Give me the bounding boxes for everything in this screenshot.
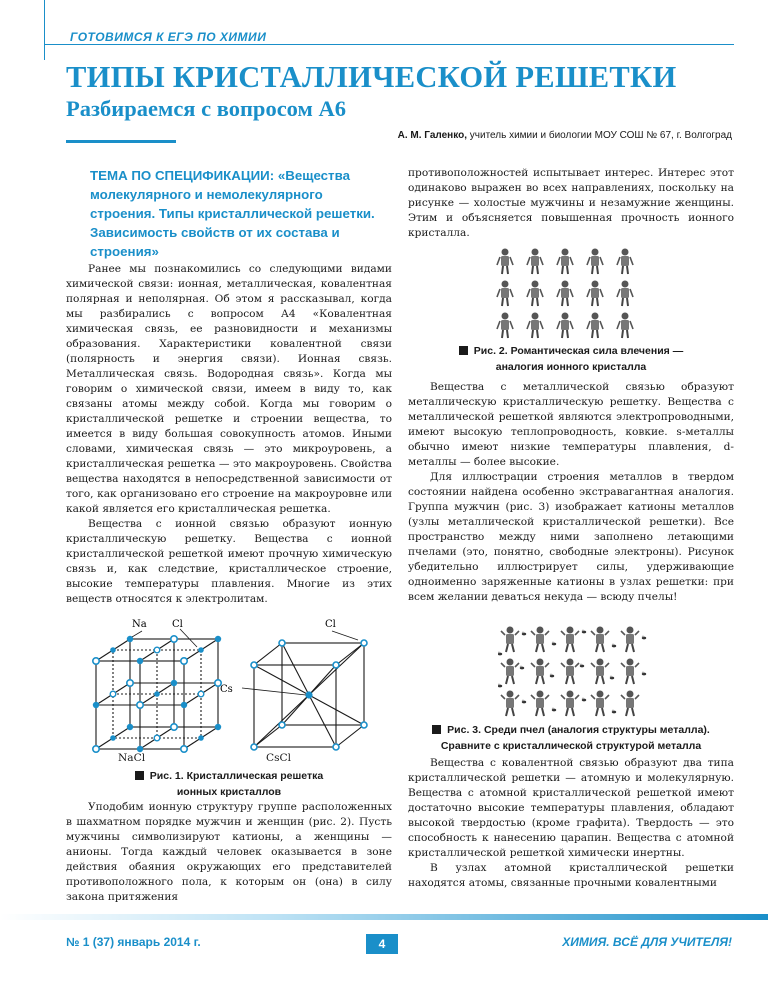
people-row bbox=[497, 313, 633, 339]
nacl-atoms bbox=[93, 636, 221, 752]
article-subtitle: Разбираемся с вопросом А6 bbox=[66, 96, 346, 121]
figure-3-caption bbox=[408, 722, 734, 754]
title-underline bbox=[66, 140, 176, 143]
label-na: Na bbox=[132, 619, 147, 630]
page-number: 4 bbox=[366, 934, 398, 954]
label-cl-right: Cl bbox=[325, 619, 336, 630]
right-column-text-2 bbox=[408, 380, 734, 605]
topic-heading: ТЕМА ПО СПЕЦИФИКАЦИИ: «Вещества молекулярного и немолекулярного строения. Типы кристаллической решетки. Зависимость свойств от их состава и строения» bbox=[90, 168, 375, 259]
paragraph: Вещества с ионной связью образуют ионную кристаллическую решетку. Вещества с ионной кристаллической решеткой имеют прочную химическую связь и, как следствие, кристаллическое строение, высокие температуры плавления. Многие из этих веществ относятся к электролитам. bbox=[66, 518, 392, 605]
paragraph: Ранее мы познакомились со следующими видами химической связи: ионная, металлическая, ковалентная полярная и неполярная. Об этом я рассказывал, когда мы разбирались с вопросом А4 «Ковалентная химическая связь, ее разновидности и механизмы образования. Характеристики ковалентной связи (полярность и энергия связи). Ионная связь. Металлическая связь. Водородная связь». Когда мы говорим о химической связи, имеем в виду то, как связаны атомы между собой. Когда мы говорим о кристаллической решетке и строении вещества, то имеется в виду большая совокупность атомов. Иными словами, химическая связь — это микроуровень, а кристаллическая решетка — это макроуровень. Свойства вещества находятся в непосредственной зависимости от того, как организовано его строение на макроуровне или какой является его кристаллическая решетка. bbox=[66, 263, 392, 515]
author-line bbox=[398, 130, 732, 141]
caption-bullet-icon bbox=[135, 771, 144, 780]
footer-magazine: ХИМИЯ. ВСЁ ДЛЯ УЧИТЕЛЯ! bbox=[562, 935, 732, 949]
paragraph: Для иллюстрации строения металлов в твердом состоянии найдена особенно экстравагантная аналогия. Группа мужчин (рис. 3) изображает катионы металлов (узлы металлической кристаллической решетки). Все пространство между ними заполнено летающими пчелами (это, понятно, свободные электроны). Рисунок убедительно иллюстрирует силы, удерживающие одноименно заряженные катионы в узлах решетки: при всем желании деваться некуда — всюду пчелы! bbox=[408, 471, 734, 603]
paragraph: Вещества с ковалентной связью образуют два типа кристаллической решетки — атомную и молекулярную. Вещества с атомной кристаллической решеткой имеют достаточно высокие температуры плавления, обладают высокой твердостью (кроме графита). Твердость — это способность к нанесению царапин. Вещества с атомной кристаллической решеткой химически инертны. bbox=[408, 757, 734, 859]
caption-line: Сравните с кристаллической структурой металла bbox=[440, 740, 702, 752]
men-rows bbox=[501, 627, 639, 717]
paragraph: В узлах атомной кристаллической решетки находятся атомы, связанные прочными ковалентными bbox=[408, 862, 734, 889]
header-rule bbox=[44, 44, 734, 45]
people-row bbox=[497, 281, 633, 307]
cscl-pointer-lines bbox=[242, 631, 358, 695]
figure-1-caption bbox=[66, 768, 392, 800]
right-column-text-3 bbox=[408, 756, 734, 891]
paragraph: Уподобим ионную структуру группе расположенных в шахматном порядке мужчин и женщин (рис. 2). Пусть мужчины символизируют катионы, а женщины — анионы. Тогда каждый человек оказывается в зоне действия обаяния окружающих его представителей противоположного пола, к которым он (она) в силу закона притяжения bbox=[66, 801, 392, 903]
caption-bullet-icon bbox=[459, 346, 468, 355]
left-column-text bbox=[66, 262, 392, 607]
label-cl-left: Cl bbox=[172, 619, 183, 630]
paragraph: противоположностей испытывает интерес. Интерес этот одинаково выражен во всех направлениях, поскольку на рисунке — холостые мужчины и незамужние женщины. Этим и объясняется повышенная прочность ионного кристалла. bbox=[408, 167, 734, 239]
caption-line: Рис. 1. Кристаллическая решетка bbox=[149, 770, 324, 782]
label-cscl: CsCl bbox=[266, 752, 292, 764]
nacl-pointer-lines bbox=[132, 629, 197, 647]
figure-3-bees-grid bbox=[498, 624, 648, 719]
caption-line: Рис. 3. Среди пчел (аналогия структуры металла). bbox=[447, 724, 710, 736]
running-head: ГОТОВИМСЯ К ЕГЭ ПО ХИМИИ bbox=[70, 30, 267, 44]
paragraph: Вещества с металлической связью образуют металлическую кристаллическую решетку. Вещества с металлической решеткой являются электропроводными, имеют высокую теплопроводность, ковкие. s-металлы обычно имеют низкие температуры плавления, d-металлы — более высокие. bbox=[408, 381, 734, 468]
article-title: ТИПЫ КРИСТАЛЛИЧЕСКОЙ РЕШЕТКИ bbox=[66, 60, 677, 94]
caption-bullet-icon bbox=[432, 725, 441, 734]
caption-line: аналогия ионного кристалла bbox=[495, 361, 647, 373]
author-info: учитель химии и биологии МОУ СОШ № 67, г. Волгоград bbox=[469, 130, 732, 141]
footer-gradient-bar bbox=[0, 914, 768, 920]
left-column-text-2 bbox=[66, 800, 392, 905]
label-nacl: NaCl bbox=[118, 752, 146, 764]
caption-line: Рис. 2. Романтическая сила влечения — bbox=[473, 345, 684, 357]
right-column-text bbox=[408, 166, 734, 241]
people-row bbox=[497, 249, 633, 275]
caption-line: ионных кристаллов bbox=[176, 786, 282, 798]
figure-2-people-grid bbox=[495, 246, 645, 341]
label-cs: Cs bbox=[220, 684, 233, 695]
footer-issue: № 1 (37) январь 2014 г. bbox=[66, 935, 201, 949]
header-vertical-line bbox=[44, 0, 45, 60]
figure-2-caption bbox=[408, 343, 734, 375]
author-name: А. М. Галенко, bbox=[397, 130, 467, 141]
figure-1-lattices bbox=[70, 615, 370, 770]
